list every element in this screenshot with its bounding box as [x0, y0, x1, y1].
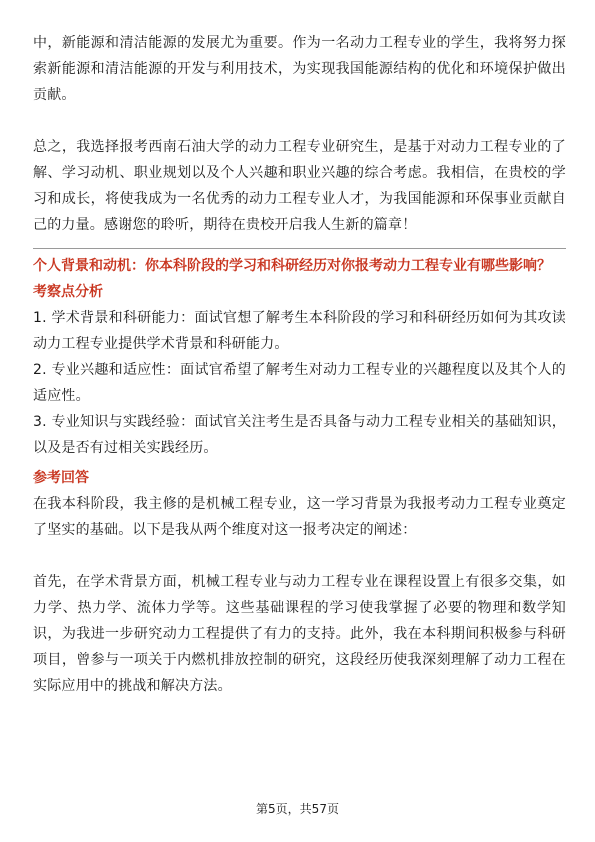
question-heading: 个人背景和动机：你本科阶段的学习和科研经历对你报考动力工程专业有哪些影响？ — [33, 258, 551, 274]
page-number-footer: 第5页，共57页 — [256, 802, 339, 816]
answer-paragraph: 在我本科阶段，我主修的是机械工程专业，这一学习背景为我报考动力工程专业奠定了坚实的基础。以下是我从两个维度对这一报考决定的阐述： — [33, 496, 566, 538]
analysis-item: 2. 专业兴趣和适应性：面试官希望了解考生对动力工程专业的兴趣程度以及其个人的适应性。 — [33, 362, 566, 404]
section-divider — [33, 248, 566, 249]
paragraph-gap — [33, 108, 566, 134]
analysis-title: 考察点分析 — [33, 284, 103, 300]
analysis-item: 3. 专业知识与实践经验：面试官关注考生是否具备与动力工程专业相关的基础知识，以及是否有过相关实践经历。 — [33, 414, 566, 456]
paragraph-gap — [33, 543, 566, 569]
document-page — [33, 30, 566, 699]
conclusion-paragraph: 总之，我选择报考西南石油大学的动力工程专业研究生，是基于对动力工程专业的了解、学习动机、职业规划以及个人兴趣和职业兴趣的综合考虑。我相信，在贵校的学习和成长，将使我成为一名优秀的动力工程专业人才，为我国能源和环保事业贡献自己的力量。感谢您的聆听，期待在贵校开启我人生新的篇章！ — [33, 139, 566, 233]
intro-tail-paragraph: 中，新能源和清洁能源的发展尤为重要。作为一名动力工程专业的学生，我将努力探索新能源和清洁能源的开发与利用技术，为实现我国能源结构的优化和环境保护做出贡献。 — [33, 35, 566, 103]
answer-paragraph: 首先，在学术背景方面，机械工程专业与动力工程专业在课程设置上有很多交集，如力学、热力学、流体力学等。这些基础课程的学习使我掌握了必要的物理和数学知识，为我进一步研究动力工程提供了有力的支持。此外，我在本科期间积极参与科研项目，曾参与一项关于内燃机排放控制的研究，这段经历使我深刻理解了动力工程在实际应用中的挑战和解决方法。 — [33, 574, 566, 694]
analysis-item: 1. 学术背景和科研能力：面试官想了解考生本科阶段的学习和科研经历如何为其攻读动力工程专业提供学术背景和科研能力。 — [33, 310, 566, 352]
answer-title: 参考回答 — [33, 470, 89, 486]
